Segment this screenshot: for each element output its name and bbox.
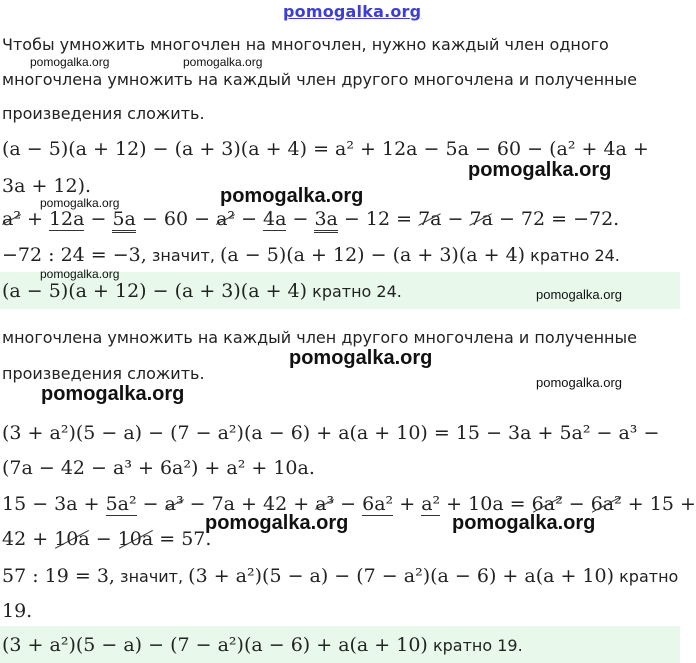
cancelled-term: 6a² bbox=[531, 493, 563, 515]
like-term: 6a² bbox=[362, 493, 394, 515]
cancelled-term: 10a bbox=[117, 528, 154, 550]
cancelled-term: a³ bbox=[315, 493, 335, 515]
task1-answer: (a − 5)(a + 12) − (a + 3)(a + 4) кратно 24. bbox=[2, 280, 402, 302]
rule-repeat-line-3: произведения сложить. bbox=[2, 364, 205, 383]
like-term: 4a bbox=[263, 208, 287, 230]
watermark-large: pomogalka.org bbox=[205, 512, 349, 534]
watermark-large: pomogalka.org bbox=[289, 347, 433, 369]
task1-conclusion: −72 : 24 = −3, значит, (a − 5)(a + 12) − (a + 3)(a + 4) кратно 24. bbox=[2, 244, 620, 266]
cancelled-term: a³ bbox=[164, 493, 184, 515]
task2-conclusion-wrap: 19. bbox=[2, 600, 33, 622]
watermark-medium: pomogalka.org bbox=[536, 375, 622, 390]
task2-equation-line-4: 42 + 10a − 10a = 57. bbox=[2, 528, 212, 550]
watermark-large: pomogalka.org bbox=[452, 512, 596, 534]
rule-line-1: Чтобы умножить многочлен на многочлен, нужно каждый член одного bbox=[2, 35, 609, 54]
watermark-large: pomogalka.org bbox=[41, 383, 185, 405]
task1-equation-line-3: a² + 12a − 5a − 60 − a² − 4a − 3a − 12 = 7a − 7a − 72 = −72. bbox=[2, 208, 619, 230]
cancelled-term: 10a bbox=[54, 528, 90, 550]
task2-equation-line-3: 15 − 3a + 5a² − a³ − 7a + 42 + a³ − 6a² + a² + 10a = 6a² − 6a² + 15 + bbox=[2, 493, 696, 515]
watermark-small: pomogalka.org bbox=[40, 267, 120, 281]
task2-conclusion: 57 : 19 = 3, значит, (3 + a²)(5 − a) − (7 − a²)(a − 6) + a(a + 10) кратно bbox=[2, 565, 679, 587]
task2-answer: (3 + a²)(5 − a) − (7 − a²)(a − 6) + a(a + 10) кратно 19. bbox=[2, 634, 523, 656]
watermark-medium: pomogalka.org bbox=[536, 287, 622, 302]
like-term: 12a bbox=[48, 208, 85, 230]
site-watermark-top[interactable]: pomogalka.org bbox=[283, 2, 422, 21]
watermark-large: pomogalka.org bbox=[468, 159, 612, 181]
rule-repeat-line-2: многочлена умножить на каждый член другого многочлена и полученные bbox=[2, 328, 637, 347]
task2-equation-line-2: (7a − 42 − a³ + 6a²) + a² + 10a. bbox=[2, 457, 315, 479]
like-term: 5a bbox=[112, 208, 135, 233]
cancelled-term: 6a² bbox=[590, 493, 622, 515]
like-term: 5a² bbox=[105, 493, 137, 515]
like-term: 3a bbox=[314, 208, 337, 233]
like-term: a² bbox=[421, 493, 441, 515]
task1-equation-line-2: 3a + 12). bbox=[2, 175, 92, 197]
watermark-small: pomogalka.org bbox=[40, 196, 120, 210]
watermark-small: pomogalka.org bbox=[183, 55, 263, 69]
task2-equation-line-1: (3 + a²)(5 − a) − (7 − a²)(a − 6) + a(a + 10) = 15 − 3a + 5a² − a³ − bbox=[2, 422, 660, 444]
task1-equation-line-1: (a − 5)(a + 12) − (a + 3)(a + 4) = a² + 12a − 5a − 60 − (a² + 4a + bbox=[2, 138, 649, 160]
rule-line-3: произведения сложить. bbox=[2, 104, 205, 123]
watermark-small: pomogalka.org bbox=[30, 55, 110, 69]
watermark-large: pomogalka.org bbox=[220, 185, 364, 207]
cancelled-term: a² bbox=[216, 208, 236, 230]
cancelled-term: 7a bbox=[418, 208, 442, 230]
rule-line-2: многочлена умножить на каждый член другого многочлена и полученные bbox=[2, 70, 637, 89]
cancelled-term: 7a bbox=[469, 208, 493, 230]
cancelled-term: a² bbox=[2, 208, 21, 230]
